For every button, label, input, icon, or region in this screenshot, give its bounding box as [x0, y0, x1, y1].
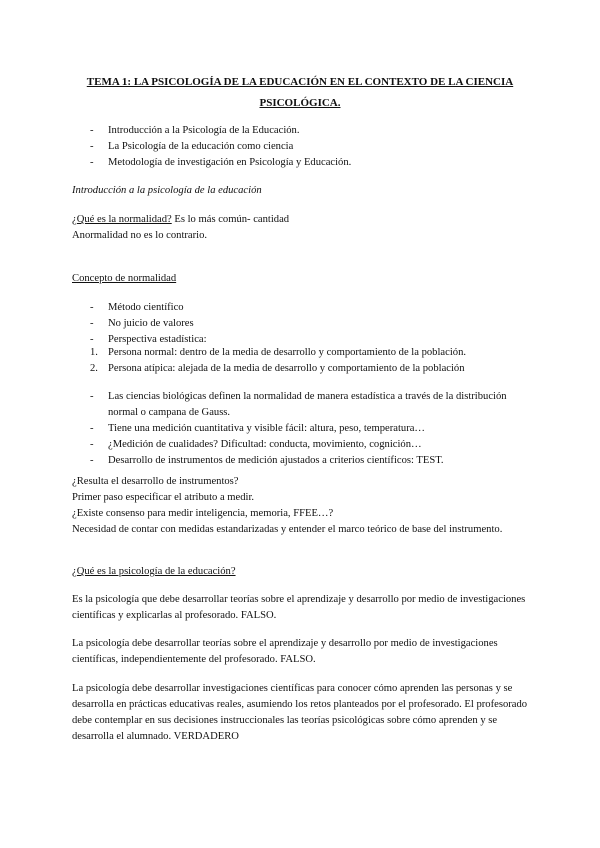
section-heading: Introducción a la psicología de la educación — [72, 185, 262, 196]
concept-heading: Concepto de normalidad — [72, 273, 177, 284]
normality-question: ¿Qué es la normalidad? — [72, 214, 172, 225]
paragraph: Es la psicología que debe desarrollar teorías sobre el aprendizaje y desarrollo por medio de investigaciones científicas y explicarlas al profesorado. FALSO. — [72, 594, 526, 621]
list-item: - Tiene una medición cuantitativa y visible fácil: altura, peso, temperatura… — [90, 422, 426, 434]
list-item: - Desarrollo de instrumentos de medición ajustados a criterios científicos: TEST. — [90, 454, 444, 466]
list-item: 1. Persona normal: dentro de la media de desarrollo y comportamiento de la población. — [90, 347, 467, 358]
normality-block — [72, 212, 530, 244]
instruments-block: ¿Resulta el desarrollo de instrumentos? Primer paso especificar el atributo a medir. ¿Existe consenso para medir inteligencia, memoria, FFEE…? Necesidad de contar con medidas estandarizadas y entender el marco teórico de base del instrumento. — [72, 476, 503, 535]
page-title: TEMA 1: LA PSICOLOGÍA DE LA EDUCACIÓN EN EL CONTEXTO DE LA CIENCIA PSICOLÓGICA. — [86, 76, 514, 109]
edpsych-heading: ¿Qué es la psicología de la educación? — [72, 566, 236, 577]
list-item: - La Psicología de la educación como ciencia — [90, 140, 294, 152]
list-item: - Método científico — [90, 302, 184, 313]
list-item: - Las ciencias biológicas definen la normalidad de manera estadística a través de la distribución normal o campana de Gauss. — [90, 391, 507, 418]
normality-line2: Anormalidad no es lo contrario. — [72, 229, 208, 241]
list-item: - ¿Medición de cualidades? Dificultad: conducta, movimiento, cognición… — [90, 438, 422, 450]
toc-list — [72, 123, 530, 171]
list-item: - Introducción a la Psicología de la Educación. — [90, 125, 300, 136]
paragraph: La psicología debe desarrollar teorías sobre el aprendizaje y desarrollo por medio de investigaciones científicas, independientemente del profesorado. FALSO. — [72, 638, 498, 665]
concept-dash-list — [72, 300, 530, 348]
list-item: - Perspectiva estadística: — [90, 333, 207, 345]
concept-dash-list-2 — [72, 389, 530, 468]
list-item: - No juicio de valores — [90, 317, 194, 329]
concept-numbered-list — [72, 345, 530, 377]
list-item: - Metodología de investigación en Psicología y Educación. — [90, 156, 352, 168]
paragraph: La psicología debe desarrollar investigaciones científicas para conocer cómo aprenden las personas y se desarrolla en prácticas educativas reales, asumiendo los retos planteados por el profesorado. El profesorado debe contemplar en sus decisiones instruccionales las teorías psicológicas sobre cómo aprenden y se desarrolla el alumnado. VERDADERO — [72, 683, 528, 742]
normality-answer: Es lo más común- cantidad — [171, 214, 290, 225]
list-item: 2. Persona atípica: alejada de la media de desarrollo y comportamiento de la población — [90, 362, 465, 374]
